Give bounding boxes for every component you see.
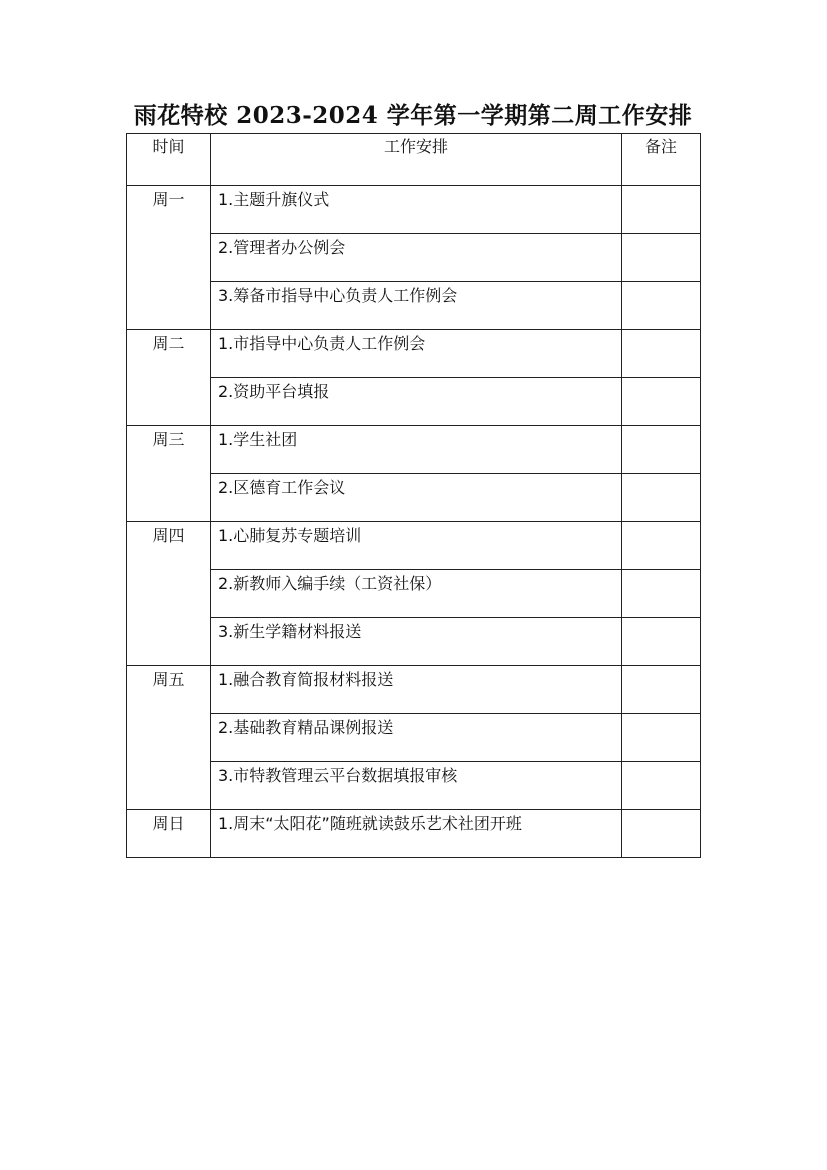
header-remarks: 备注 — [622, 134, 701, 186]
task-cell: 2.资助平台填报 — [211, 378, 622, 426]
task-cell: 2.新教师入编手续（工资社保） — [211, 570, 622, 618]
table-row — [127, 378, 701, 426]
task-cell: 2.管理者办公例会 — [211, 234, 622, 282]
task-cell: 1.心肺复苏专题培训 — [211, 522, 622, 570]
table-row — [127, 522, 701, 570]
note-cell — [622, 618, 701, 666]
note-cell — [622, 762, 701, 810]
day-cell-thursday: 周四 — [127, 522, 211, 666]
table-row — [127, 330, 701, 378]
header-row — [127, 134, 701, 186]
task-cell: 1.主题升旗仪式 — [211, 186, 622, 234]
note-cell — [622, 426, 701, 474]
table-row — [127, 282, 701, 330]
task-cell: 1.市指导中心负责人工作例会 — [211, 330, 622, 378]
task-cell: 2.基础教育精品课例报送 — [211, 714, 622, 762]
table-row — [127, 714, 701, 762]
table-row — [127, 810, 701, 858]
task-cell: 3.新生学籍材料报送 — [211, 618, 622, 666]
table-row — [127, 474, 701, 522]
header-work-arrangement: 工作安排 — [211, 134, 622, 186]
note-cell — [622, 570, 701, 618]
day-cell-friday: 周五 — [127, 666, 211, 810]
note-cell — [622, 330, 701, 378]
day-cell-tuesday: 周二 — [127, 330, 211, 426]
table-row — [127, 666, 701, 714]
note-cell — [622, 810, 701, 858]
header-time: 时间 — [127, 134, 211, 186]
table-row — [127, 426, 701, 474]
task-cell: 2.区德育工作会议 — [211, 474, 622, 522]
note-cell — [622, 378, 701, 426]
note-cell — [622, 474, 701, 522]
note-cell — [622, 282, 701, 330]
task-cell: 1.周末“太阳花”随班就读鼓乐艺术社团开班 — [211, 810, 622, 858]
note-cell — [622, 186, 701, 234]
task-cell: 1.学生社团 — [211, 426, 622, 474]
note-cell — [622, 714, 701, 762]
table-row — [127, 186, 701, 234]
day-cell-wednesday: 周三 — [127, 426, 211, 522]
table-row — [127, 618, 701, 666]
day-cell-sunday: 周日 — [127, 810, 211, 858]
note-cell — [622, 234, 701, 282]
task-cell: 3.筹备市指导中心负责人工作例会 — [211, 282, 622, 330]
document-title: 雨花特校 2023-2024 学年第一学期第二周工作安排 — [133, 102, 693, 129]
work-schedule-table — [126, 133, 701, 858]
task-cell: 3.市特教管理云平台数据填报审核 — [211, 762, 622, 810]
note-cell — [622, 522, 701, 570]
table-row — [127, 570, 701, 618]
table-row — [127, 234, 701, 282]
table-row — [127, 762, 701, 810]
day-cell-monday: 周一 — [127, 186, 211, 330]
task-cell: 1.融合教育简报材料报送 — [211, 666, 622, 714]
note-cell — [622, 666, 701, 714]
